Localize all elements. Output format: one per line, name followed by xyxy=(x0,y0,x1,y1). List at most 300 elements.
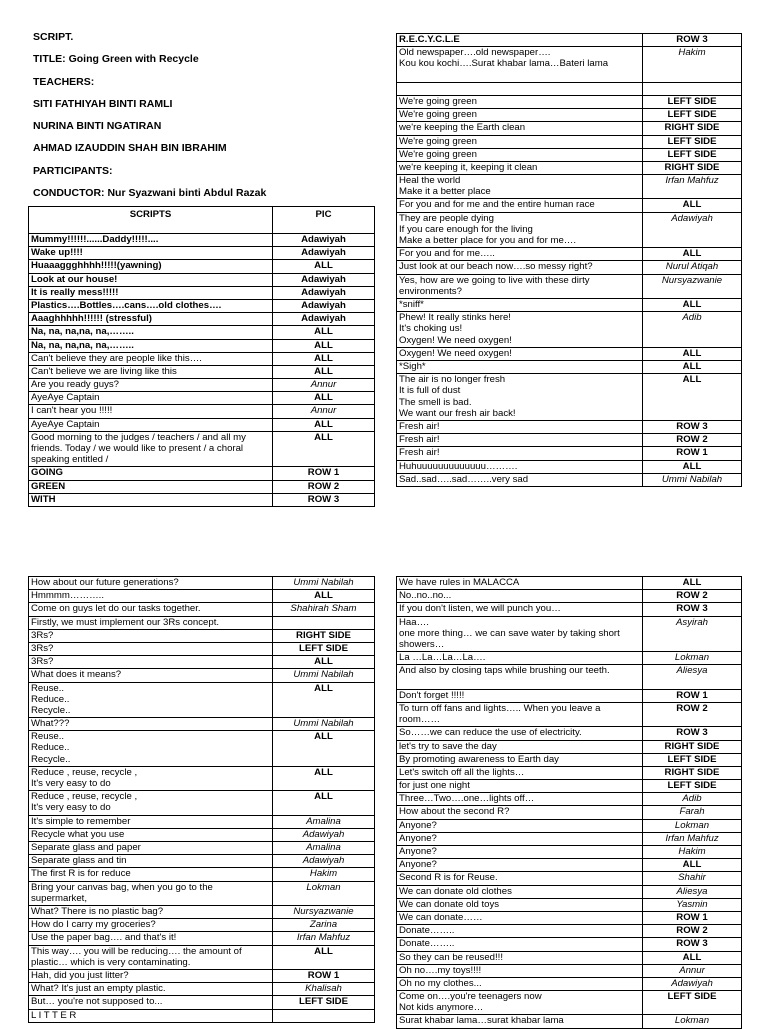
pic-cell: ROW 3 xyxy=(643,34,742,47)
script-line: What? There is no plastic bag? xyxy=(29,905,273,918)
pic-cell: Farah xyxy=(643,806,742,819)
pic-cell: Lokman xyxy=(643,652,742,665)
script-row xyxy=(397,951,742,964)
script-line: 3Rs? xyxy=(29,629,273,642)
script-row xyxy=(29,405,375,418)
script-line: Anyone? xyxy=(397,832,643,845)
script-row xyxy=(29,682,375,718)
script-line: How do I carry my groceries? xyxy=(29,919,273,932)
script-line: Bring your canvas bag, when you go to the supermarket, xyxy=(29,881,273,905)
script-line: Fresh air! xyxy=(397,434,643,447)
pic-cell: ALL xyxy=(273,326,375,339)
script-row xyxy=(397,740,742,753)
pic-cell: Lokman xyxy=(643,1015,742,1028)
script-line: Second R is for Reuse. xyxy=(397,872,643,885)
script-line: WITH xyxy=(29,493,273,506)
script-line: We can donate old clothes xyxy=(397,885,643,898)
script-row xyxy=(29,247,375,260)
pic-cell: Annur xyxy=(273,405,375,418)
pic-cell: ALL xyxy=(273,791,375,815)
script-line: Anyone? xyxy=(397,846,643,859)
script-row xyxy=(397,964,742,977)
script-line: We're going green xyxy=(397,148,643,161)
script-row xyxy=(397,665,742,689)
script-row xyxy=(397,832,742,845)
script-row xyxy=(397,248,742,261)
pic-cell: Ummi Nabilah xyxy=(273,718,375,731)
script-line: Anyone? xyxy=(397,859,643,872)
script-line: Na, na, na,na, na,…….. xyxy=(29,339,273,352)
script-table-4 xyxy=(396,576,742,1029)
script-row xyxy=(29,842,375,855)
script-row xyxy=(397,161,742,174)
pic-column-header: PIC xyxy=(273,207,375,234)
script-row xyxy=(397,780,742,793)
script-row xyxy=(29,616,375,629)
script-line xyxy=(397,82,643,95)
pic-cell: ROW 1 xyxy=(643,689,742,702)
pic-cell: Aliesya xyxy=(643,665,742,689)
script-table-2 xyxy=(396,33,742,487)
script-row xyxy=(29,352,375,365)
script-table-1 xyxy=(28,206,375,507)
script-line: We're going green xyxy=(397,95,643,108)
script-row xyxy=(397,212,742,248)
script-line: Come on….you're teenagers now Not kids anymore… xyxy=(397,991,643,1015)
pic-cell: ALL xyxy=(273,431,375,467)
pic-cell: RIGHT SIDE xyxy=(273,629,375,642)
pic-cell: ROW 2 xyxy=(643,702,742,726)
pic-cell: Irfan Mahfuz xyxy=(273,932,375,945)
script-row xyxy=(29,815,375,828)
pic-cell xyxy=(273,616,375,629)
pic-cell: Shahirah Sham xyxy=(273,603,375,616)
script-line: Sad..sad…..sad……..very sad xyxy=(397,473,643,486)
teacher-name: AHMAD IZAUDDIN SHAH BIN IBRAHIM xyxy=(33,142,227,155)
script-line: Fresh air! xyxy=(397,420,643,433)
script-row xyxy=(29,766,375,790)
pic-cell: Ummi Nabilah xyxy=(273,669,375,682)
script-line: Use the paper bag…. and that's it! xyxy=(29,932,273,945)
script-line: Look at our house! xyxy=(29,273,273,286)
script-line: La …La…La…La…. xyxy=(397,652,643,665)
pic-cell: Aliesya xyxy=(643,885,742,898)
script-row xyxy=(29,365,375,378)
script-row xyxy=(29,718,375,731)
script-row xyxy=(29,868,375,881)
pic-cell: Yasmin xyxy=(643,898,742,911)
pic-cell: ALL xyxy=(273,418,375,431)
pic-cell: LEFT SIDE xyxy=(643,135,742,148)
script-line: How about our future generations? xyxy=(29,577,273,590)
pic-cell: Adawiyah xyxy=(273,286,375,299)
script-line: 3Rs? xyxy=(29,642,273,655)
script-row xyxy=(397,925,742,938)
script-line: The first R is for reduce xyxy=(29,868,273,881)
script-line: Don't forget !!!!! xyxy=(397,689,643,702)
script-row xyxy=(397,872,742,885)
script-row xyxy=(29,791,375,815)
pic-cell: ALL xyxy=(643,299,742,312)
script-line: Recycle what you use xyxy=(29,828,273,841)
script-line: Old newspaper….old newspaper…. Kou kou kochi….Surat khabar lama…Bateri lama xyxy=(397,47,643,83)
script-line: Separate glass and paper xyxy=(29,842,273,855)
pic-cell: ROW 3 xyxy=(643,727,742,740)
script-line: Fresh air! xyxy=(397,447,643,460)
script-line: Can't believe we are living like this xyxy=(29,365,273,378)
script-row xyxy=(29,996,375,1009)
script-row xyxy=(397,447,742,460)
pic-cell: Shahir xyxy=(643,872,742,885)
pic-cell: ROW 1 xyxy=(273,467,375,480)
script-line: Reuse.. Reduce.. Recycle.. xyxy=(29,682,273,718)
pic-cell: ALL xyxy=(643,951,742,964)
script-line: Huhuuuuuuuuuuuuu………. xyxy=(397,460,643,473)
script-row xyxy=(29,313,375,326)
script-line: Plastics….Bottles….cans….old clothes…. xyxy=(29,299,273,312)
script-row xyxy=(397,460,742,473)
pic-cell: ROW 3 xyxy=(643,938,742,951)
script-line: we're keeping it, keeping it clean xyxy=(397,161,643,174)
pic-cell: Adib xyxy=(643,793,742,806)
pic-cell: ROW 2 xyxy=(643,434,742,447)
script-line: If you don't listen, we will punch you… xyxy=(397,603,643,616)
script-row xyxy=(397,806,742,819)
script-line: Surat khabar lama…surat khabar lama xyxy=(397,1015,643,1028)
script-row xyxy=(29,431,375,467)
pic-cell: Adawiyah xyxy=(273,299,375,312)
pic-cell: ALL xyxy=(273,766,375,790)
script-row xyxy=(397,109,742,122)
script-row xyxy=(397,702,742,726)
script-row xyxy=(29,932,375,945)
script-row xyxy=(397,577,742,590)
script-row xyxy=(397,361,742,374)
script-line: This way…. you will be reducing…. the amount of plastic… which is very contaminating. xyxy=(29,945,273,969)
script-row xyxy=(29,945,375,969)
pic-cell: ALL xyxy=(273,339,375,352)
script-line: Are you ready guys? xyxy=(29,379,273,392)
pic-cell: LEFT SIDE xyxy=(643,991,742,1015)
script-line: Haa…. one more thing… we can save water by taking short showers… xyxy=(397,616,643,652)
pic-cell: Adawiyah xyxy=(643,212,742,248)
script-row xyxy=(29,983,375,996)
script-line: Come on guys let do our tasks together. xyxy=(29,603,273,616)
pic-cell: ROW 2 xyxy=(643,925,742,938)
script-line: for just one night xyxy=(397,780,643,793)
pic-cell: ROW 1 xyxy=(643,911,742,924)
script-row xyxy=(29,480,375,493)
pic-cell: RIGHT SIDE xyxy=(643,161,742,174)
pic-cell: ROW 3 xyxy=(643,420,742,433)
script-line: Just look at our beach now….so messy right? xyxy=(397,261,643,274)
script-row xyxy=(29,273,375,286)
script-line: Yes, how are we going to live with these dirty environments? xyxy=(397,274,643,298)
script-line: So they can be reused!!! xyxy=(397,951,643,964)
script-header xyxy=(33,30,373,208)
script-row xyxy=(397,846,742,859)
pic-cell: Adawiyah xyxy=(273,234,375,247)
teachers-label: TEACHERS: xyxy=(33,75,95,88)
script-row xyxy=(29,905,375,918)
script-row xyxy=(29,339,375,352)
script-row xyxy=(29,392,375,405)
script-row xyxy=(29,260,375,273)
script-line: We're going green xyxy=(397,109,643,122)
script-line: Phew! It really stinks here! It's choking us! Oxygen! We need oxygen! xyxy=(397,312,643,348)
pic-cell: RIGHT SIDE xyxy=(643,740,742,753)
script-row xyxy=(29,629,375,642)
script-row xyxy=(29,731,375,767)
script-row xyxy=(397,82,742,95)
script-row xyxy=(397,135,742,148)
pic-cell: ALL xyxy=(643,361,742,374)
script-line: Hah, did you just litter? xyxy=(29,969,273,982)
pic-cell: ALL xyxy=(643,248,742,261)
pic-cell: ROW 1 xyxy=(643,447,742,460)
pic-cell: LEFT SIDE xyxy=(273,996,375,1009)
pic-cell: ALL xyxy=(643,577,742,590)
script-line: For you and for me and the entire human race xyxy=(397,199,643,212)
script-row xyxy=(29,493,375,506)
pic-cell: Adawiyah xyxy=(273,247,375,260)
script-line: Three…Two….one…lights off… xyxy=(397,793,643,806)
script-line: Oxygen! We need oxygen! xyxy=(397,347,643,360)
script-line: Reduce , reuse, recycle , It's very easy to do xyxy=(29,766,273,790)
pic-cell: RIGHT SIDE xyxy=(643,766,742,779)
pic-cell: Ummi Nabilah xyxy=(273,577,375,590)
pic-cell: Hakim xyxy=(643,47,742,83)
script-line: So……we can reduce the use of electricity. xyxy=(397,727,643,740)
script-line: What??? xyxy=(29,718,273,731)
script-line: R.E.C.Y.C.L.E xyxy=(397,34,643,47)
script-row xyxy=(29,379,375,392)
pic-cell: Annur xyxy=(273,379,375,392)
script-line: What does it means? xyxy=(29,669,273,682)
pic-cell: Irfan Mahfuz xyxy=(643,175,742,199)
pic-cell: ROW 3 xyxy=(273,493,375,506)
script-line: AyeAye Captain xyxy=(29,392,273,405)
script-row xyxy=(397,175,742,199)
pic-cell: LEFT SIDE xyxy=(643,95,742,108)
pic-cell: ALL xyxy=(643,460,742,473)
pic-cell: ALL xyxy=(273,731,375,767)
pic-cell: Hakim xyxy=(273,868,375,881)
script-line: Donate…….. xyxy=(397,938,643,951)
script-row xyxy=(397,859,742,872)
script-row xyxy=(397,95,742,108)
script-line: What? It's just an empty plastic. xyxy=(29,983,273,996)
script-row xyxy=(29,855,375,868)
pic-cell: Nursyazwanie xyxy=(273,905,375,918)
script-line: Donate…….. xyxy=(397,925,643,938)
participants-label: PARTICIPANTS: xyxy=(33,164,113,177)
script-line: But… you're not supposed to... xyxy=(29,996,273,1009)
script-line: Heal the world Make it a better place xyxy=(397,175,643,199)
pic-cell: ROW 1 xyxy=(273,969,375,982)
script-row xyxy=(397,274,742,298)
pic-cell: ROW 3 xyxy=(643,603,742,616)
script-row xyxy=(397,34,742,47)
script-line: We're going green xyxy=(397,135,643,148)
script-line: *sniff* xyxy=(397,299,643,312)
script-row xyxy=(397,47,742,83)
script-line: How about the second R? xyxy=(397,806,643,819)
script-line: Mummy!!!!!!......Daddy!!!!!.... xyxy=(29,234,273,247)
script-row xyxy=(29,234,375,247)
pic-cell: Nurul Atiqah xyxy=(643,261,742,274)
script-line: Firstly, we must implement our 3Rs concept. xyxy=(29,616,273,629)
script-title: TITLE: Going Green with Recycle xyxy=(33,53,199,66)
script-row xyxy=(397,753,742,766)
script-row xyxy=(397,312,742,348)
script-row xyxy=(29,669,375,682)
script-row xyxy=(397,689,742,702)
pic-cell: ALL xyxy=(273,656,375,669)
script-row xyxy=(29,467,375,480)
conductor-line: CONDUCTOR: Nur Syazwani binti Abdul Razak xyxy=(33,187,267,200)
script-row xyxy=(397,991,742,1015)
script-row xyxy=(397,199,742,212)
script-row xyxy=(29,577,375,590)
pic-cell xyxy=(643,82,742,95)
script-line: We can donate old toys xyxy=(397,898,643,911)
pic-cell: ROW 2 xyxy=(273,480,375,493)
script-line: I can't hear you !!!!! xyxy=(29,405,273,418)
script-row xyxy=(397,911,742,924)
script-row xyxy=(397,299,742,312)
script-row xyxy=(397,603,742,616)
script-line: 3Rs? xyxy=(29,656,273,669)
script-line: For you and for me….. xyxy=(397,248,643,261)
script-line: *Sigh* xyxy=(397,361,643,374)
pic-cell: ALL xyxy=(273,365,375,378)
script-line: It's simple to remember xyxy=(29,815,273,828)
pic-cell: LEFT SIDE xyxy=(643,780,742,793)
script-row xyxy=(397,652,742,665)
script-line: It is really mess!!!!! xyxy=(29,286,273,299)
script-label: SCRIPT. xyxy=(33,31,74,43)
script-row xyxy=(397,261,742,274)
pic-cell: Adawiyah xyxy=(273,828,375,841)
script-line: No..no..no... xyxy=(397,590,643,603)
script-line: And also by closing taps while brushing our teeth. xyxy=(397,665,643,689)
pic-cell: Hakim xyxy=(643,846,742,859)
script-line: Separate glass and tin xyxy=(29,855,273,868)
script-line: Hmmmm……….. xyxy=(29,590,273,603)
script-line: AyeAye Captain xyxy=(29,418,273,431)
script-row xyxy=(397,122,742,135)
pic-cell: LEFT SIDE xyxy=(643,148,742,161)
script-line: We can donate…… xyxy=(397,911,643,924)
script-row xyxy=(29,828,375,841)
script-row xyxy=(29,881,375,905)
script-row xyxy=(29,642,375,655)
script-row xyxy=(397,766,742,779)
script-table-3 xyxy=(28,576,375,1023)
pic-cell: Asyirah xyxy=(643,616,742,652)
script-line: The air is no longer fresh It is full of dust The smell is bad. We want our fresh air back! xyxy=(397,374,643,421)
script-line: Anyone? xyxy=(397,819,643,832)
script-row xyxy=(397,793,742,806)
script-line: we're keeping the Earth clean xyxy=(397,122,643,135)
script-line: We have rules in MALACCA xyxy=(397,577,643,590)
script-row xyxy=(29,919,375,932)
script-line: Aaaghhhhh!!!!!! (stressful) xyxy=(29,313,273,326)
pic-cell: ALL xyxy=(273,590,375,603)
pic-cell: Adawiyah xyxy=(273,313,375,326)
script-line: Na, na, na,na, na,…….. xyxy=(29,326,273,339)
script-line: They are people dying If you care enough for the living Make a better place for you and for me…. xyxy=(397,212,643,248)
pic-cell: Annur xyxy=(643,964,742,977)
script-row xyxy=(397,420,742,433)
pic-cell: ALL xyxy=(273,945,375,969)
script-row xyxy=(397,616,742,652)
script-row xyxy=(397,977,742,990)
pic-cell: Ummi Nabilah xyxy=(643,473,742,486)
script-row xyxy=(397,1015,742,1028)
pic-cell: ALL xyxy=(643,199,742,212)
script-row xyxy=(29,1009,375,1022)
script-row xyxy=(397,473,742,486)
pic-cell: Lokman xyxy=(643,819,742,832)
script-row xyxy=(29,286,375,299)
pic-cell: LEFT SIDE xyxy=(643,109,742,122)
script-line: L I T T E R xyxy=(29,1009,273,1022)
pic-cell: ALL xyxy=(273,682,375,718)
script-line: Reduce , reuse, recycle , It's very easy to do xyxy=(29,791,273,815)
script-row xyxy=(29,326,375,339)
teacher-name: NURINA BINTI NGATIRAN xyxy=(33,120,162,133)
pic-cell: Adawiyah xyxy=(643,977,742,990)
script-line: let's try to save the day xyxy=(397,740,643,753)
script-line: By promoting awareness to Earth day xyxy=(397,753,643,766)
pic-cell: Khalisah xyxy=(273,983,375,996)
script-line: Can't believe they are people like this…. xyxy=(29,352,273,365)
script-line: Wake up!!!! xyxy=(29,247,273,260)
script-row xyxy=(29,418,375,431)
pic-cell: Zarina xyxy=(273,919,375,932)
script-row xyxy=(397,590,742,603)
script-line: Oh no my clothes... xyxy=(397,977,643,990)
pic-cell: Amalina xyxy=(273,842,375,855)
script-line: GOING xyxy=(29,467,273,480)
pic-cell: LEFT SIDE xyxy=(643,753,742,766)
teacher-name: SITI FATHIYAH BINTI RAMLI xyxy=(33,97,173,110)
pic-cell: RIGHT SIDE xyxy=(643,122,742,135)
script-row xyxy=(397,819,742,832)
script-row xyxy=(29,656,375,669)
script-row xyxy=(29,603,375,616)
scripts-column-header: SCRIPTS xyxy=(29,207,273,234)
pic-cell: ALL xyxy=(643,374,742,421)
script-line: GREEN xyxy=(29,480,273,493)
script-row xyxy=(397,434,742,447)
pic-cell: ALL xyxy=(273,352,375,365)
pic-cell: Adawiyah xyxy=(273,273,375,286)
pic-cell: Adib xyxy=(643,312,742,348)
script-row xyxy=(397,374,742,421)
pic-cell: ALL xyxy=(273,260,375,273)
script-row xyxy=(397,898,742,911)
pic-cell: Nursyazwanie xyxy=(643,274,742,298)
pic-cell: LEFT SIDE xyxy=(273,642,375,655)
pic-cell: Irfan Mahfuz xyxy=(643,832,742,845)
script-row xyxy=(29,590,375,603)
script-line: Oh no….my toys!!!! xyxy=(397,964,643,977)
script-row xyxy=(397,347,742,360)
script-line: Reuse.. Reduce.. Recycle.. xyxy=(29,731,273,767)
